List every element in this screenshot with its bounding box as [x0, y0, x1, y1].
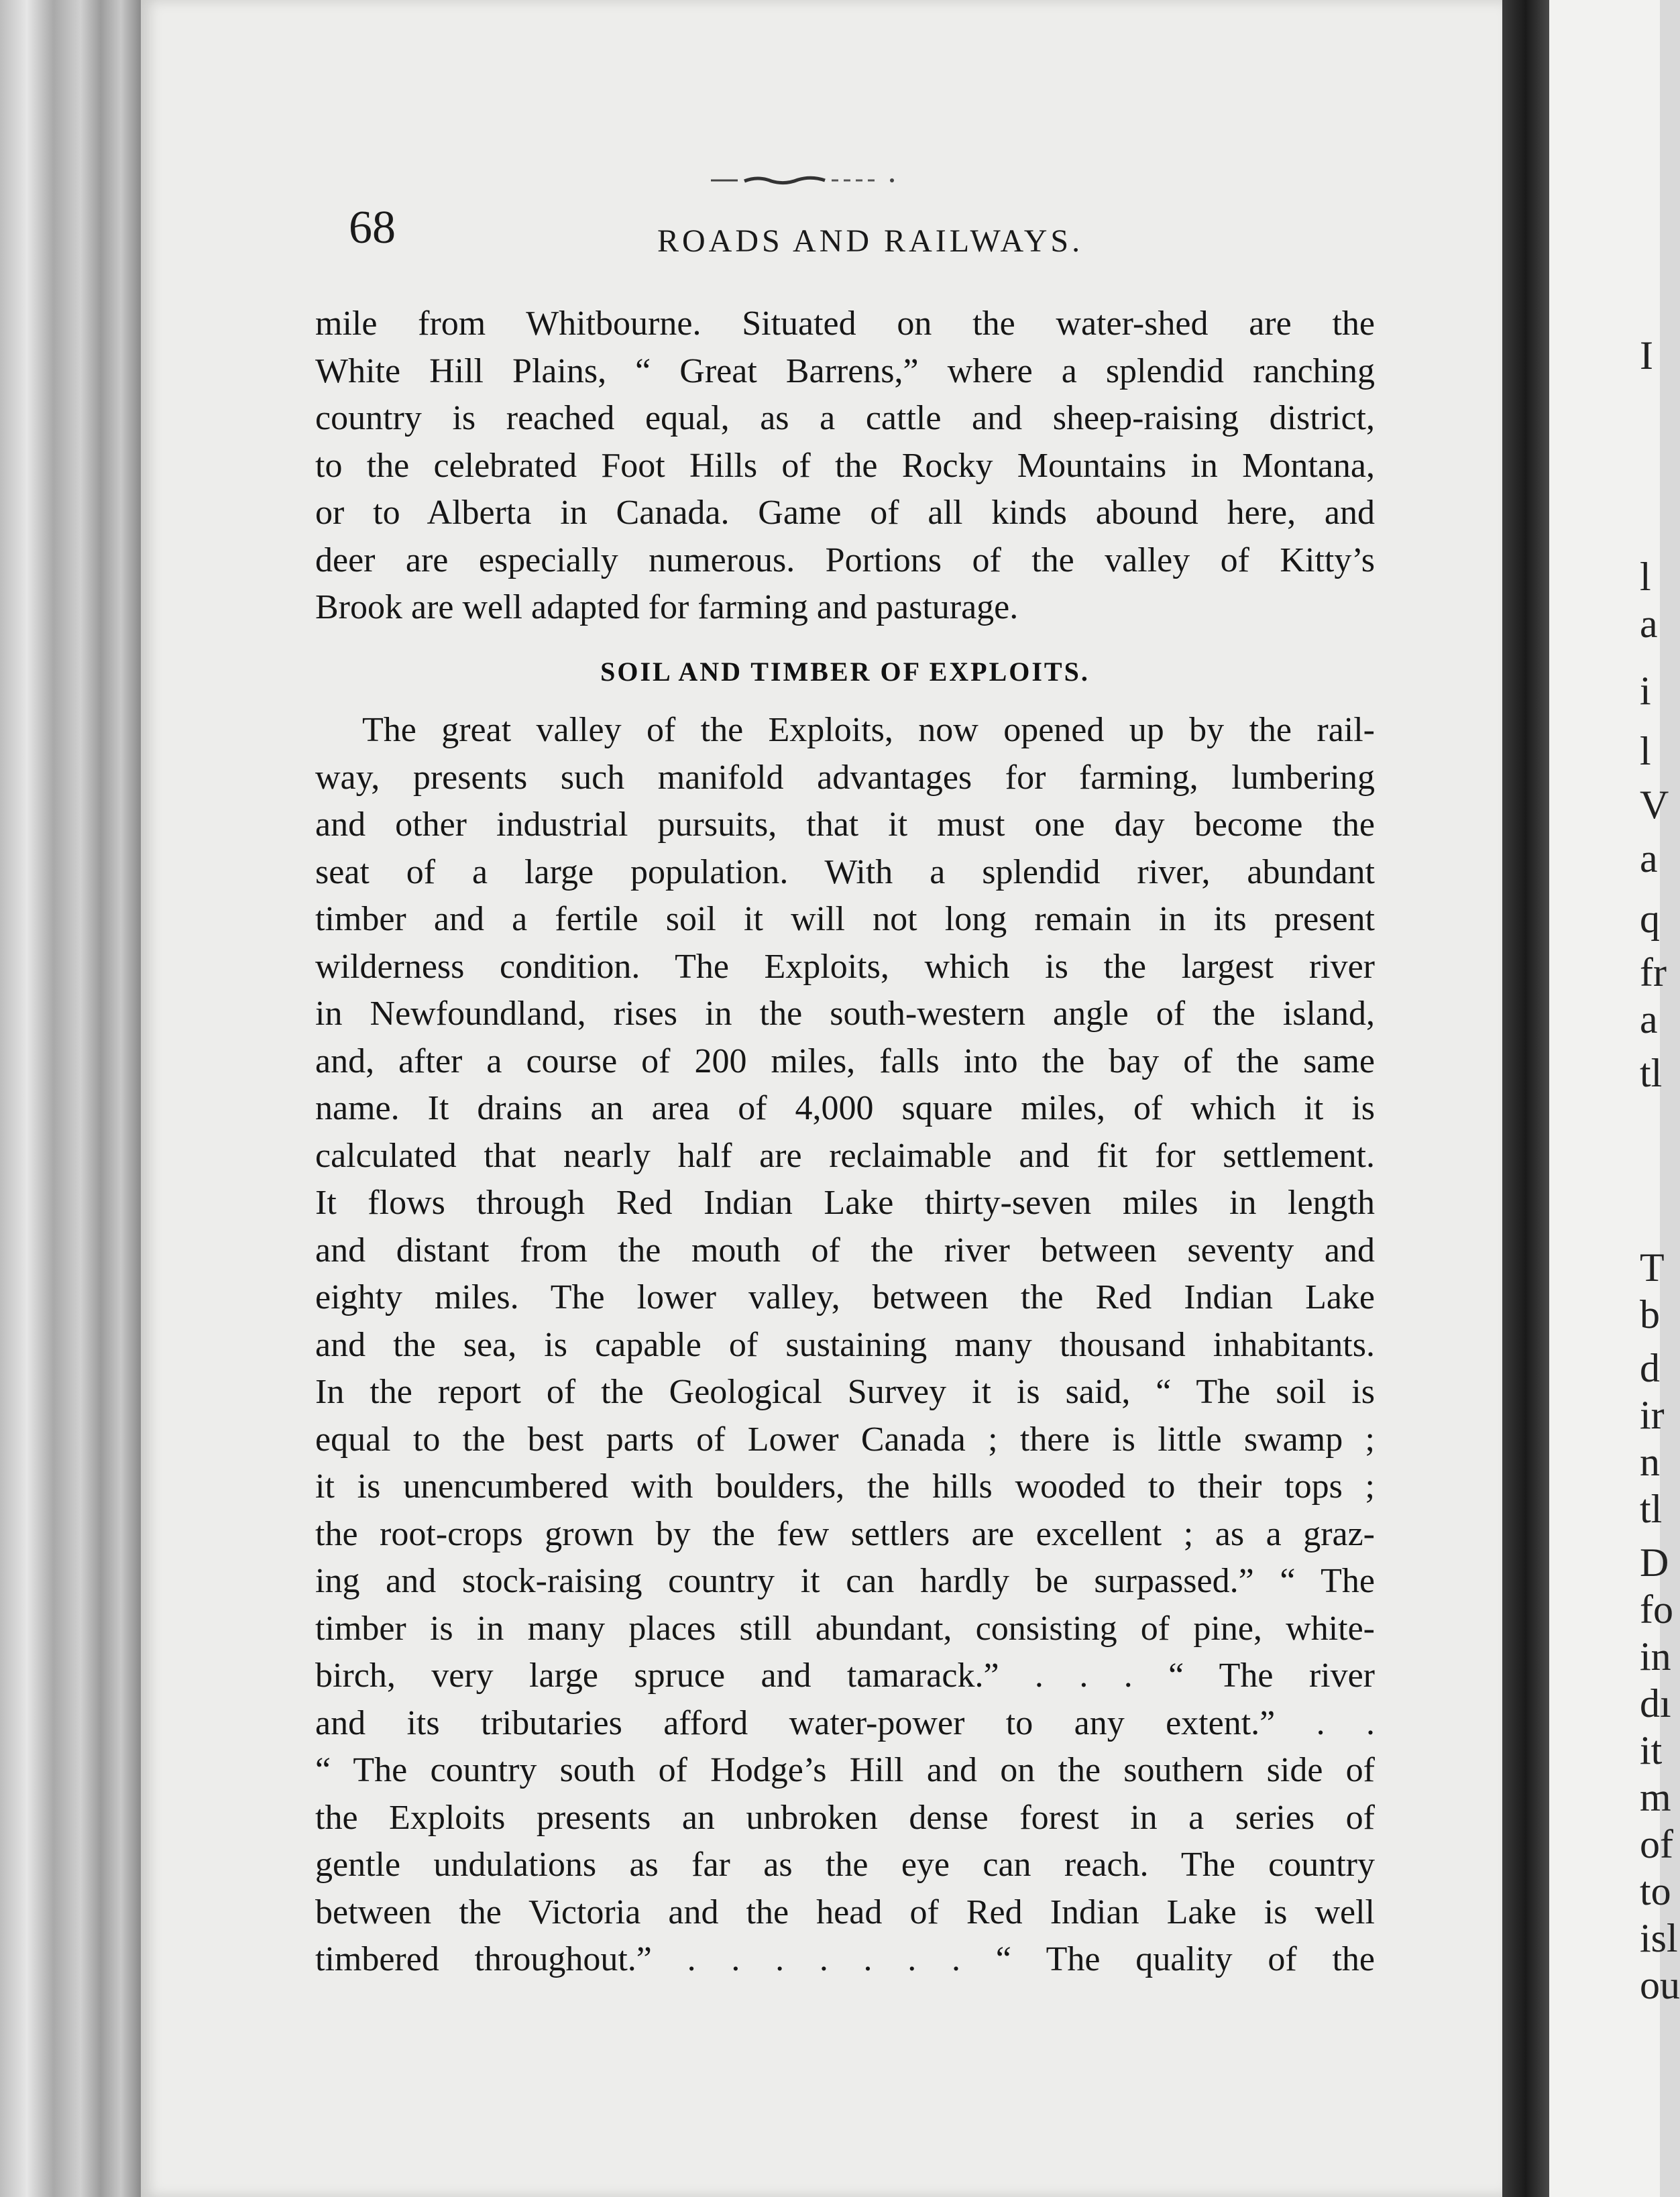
next-page-fragment: q	[1640, 897, 1660, 941]
next-page-fragment: isl	[1640, 1916, 1678, 1960]
next-page-fragment: ou	[1640, 1963, 1680, 2007]
text-line: eighty miles. The lower valley, between the Red Indian Lake	[315, 1278, 1375, 1316]
text-line: wilderness condition. The Exploits, which is the largest river	[315, 947, 1375, 986]
next-page-fragment: n	[1640, 1440, 1660, 1484]
text-line: It flows through Red Indian Lake thirty-seven miles in length	[315, 1184, 1375, 1222]
book-binding	[1502, 0, 1549, 2197]
text-line: and, after a course of 200 miles, falls into the bay of the same	[315, 1041, 1375, 1080]
next-page-fragment: fr	[1640, 950, 1667, 995]
text-line: and the sea, is capable of sustaining many thousand inhabitants.	[315, 1325, 1375, 1364]
paragraph-1	[315, 300, 1375, 632]
next-page-fragment: to	[1640, 1869, 1671, 1913]
next-page-fragment: a	[1640, 997, 1658, 1041]
text-line: equal to the best parts of Lower Canada ; there is little swamp ;	[315, 1420, 1375, 1459]
next-page-fragment: in	[1640, 1634, 1671, 1679]
next-page-fragment: a	[1640, 836, 1658, 881]
text-line: Brook are well adapted for farming and pasturage.	[315, 588, 1019, 626]
page-number: 68	[349, 202, 396, 253]
next-page-fragment: I	[1640, 333, 1653, 378]
text-line: name. It drains an area of 4,000 square miles, of which it is	[315, 1089, 1375, 1127]
next-page-fragment: of	[1640, 1822, 1673, 1866]
next-page-fragment: m	[1640, 1775, 1671, 1819]
text-line: seat of a large population. With a splendid river, abundant	[315, 852, 1375, 891]
next-page-fragment: d	[1640, 1346, 1660, 1390]
text-line: or to Alberta in Canada. Game of all kinds abound here, and	[315, 494, 1375, 532]
text-line: timber is in many places still abundant, consisting of pine, white-	[315, 1609, 1375, 1648]
text-line: calculated that nearly half are reclaimable and fit for settlement.	[315, 1136, 1375, 1175]
text-line: the root-crops grown by the few settlers are excellent ; as a graz-	[315, 1514, 1375, 1553]
paragraph-2	[315, 707, 1375, 1984]
text-line: In the report of the Geological Survey it is said, “ The soil is	[315, 1373, 1375, 1411]
section-heading: SOIL AND TIMBER OF EXPLOITS.	[600, 657, 1090, 687]
text-line: to the celebrated Foot Hills of the Rocky Mountains in Montana,	[315, 446, 1375, 485]
next-page-fragment: fo	[1640, 1587, 1673, 1632]
left-page-edge	[0, 0, 141, 2197]
text-line: and other industrial pursuits, that it must one day become the	[315, 805, 1375, 844]
next-page-fragment: a	[1640, 602, 1658, 646]
text-line: way, presents such manifold advantages for farming, lumbering	[315, 758, 1375, 797]
text-line: mile from Whitbourne. Situated on the water-shed are the	[315, 304, 1375, 343]
text-line: and distant from the mouth of the river between seventy and	[315, 1231, 1375, 1270]
next-page-fragment: l	[1640, 555, 1651, 599]
text-line: and its tributaries afford water-power to any extent.” . .	[315, 1703, 1375, 1742]
text-line: deer are especially numerous. Portions of the valley of Kitty’s	[315, 541, 1375, 579]
text-line: birch, very large spruce and tamarack.” . . . “ The river	[315, 1656, 1375, 1695]
text-line: it is unencumbered with boulders, the hills wooded to their tops ;	[315, 1467, 1375, 1506]
running-head: ROADS AND RAILWAYS.	[657, 223, 1084, 259]
next-page-fragment: i	[1640, 669, 1651, 713]
text-line: timbered throughout.” . . . . . . . “ The quality of the	[315, 1940, 1375, 1978]
text-line: timber and a fertile soil it will not long remain in its present	[315, 900, 1375, 938]
next-page-fragment: D	[1640, 1540, 1669, 1585]
next-page-fragment: tl	[1640, 1051, 1663, 1095]
next-page-edge	[1549, 0, 1680, 2197]
next-page-fragment: l	[1640, 729, 1651, 773]
next-page-fragment: it	[1640, 1728, 1663, 1772]
next-page-fragment: b	[1640, 1292, 1660, 1337]
next-page-fragment: dı	[1640, 1681, 1671, 1726]
text-line: ing and stock-raising country it can hardly be surpassed.” “ The	[315, 1562, 1375, 1600]
decorative-ornament	[711, 176, 899, 185]
next-page-fragment: ir	[1640, 1393, 1665, 1437]
text-line: the Exploits presents an unbroken dense forest in a series of	[315, 1798, 1375, 1837]
text-line: The great valley of the Exploits, now opened up by the rail-	[362, 711, 1375, 749]
text-line: between the Victoria and the head of Red Indian Lake is well	[315, 1893, 1375, 1931]
text-line: White Hill Plains, “ Great Barrens,” where a splendid ranching	[315, 351, 1375, 390]
next-page-fragment: T	[1640, 1245, 1665, 1290]
text-line: gentle undulations as far as the eye can reach. The country	[315, 1846, 1375, 1884]
text-line: “ The country south of Hodge’s Hill and on the southern side of	[315, 1751, 1375, 1789]
next-page-fragment: V	[1640, 783, 1669, 827]
text-line: country is reached equal, as a cattle and sheep-raising district,	[315, 399, 1375, 437]
next-page-fragment: tl	[1640, 1487, 1663, 1531]
text-line: in Newfoundland, rises in the south-western angle of the island,	[315, 995, 1375, 1033]
